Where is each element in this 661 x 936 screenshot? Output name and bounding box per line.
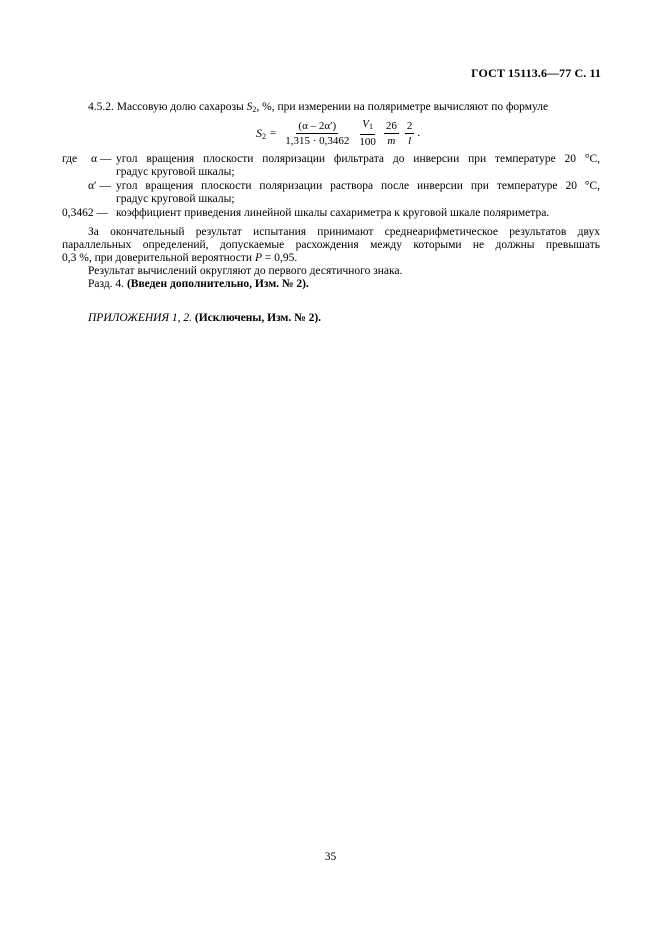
where-label: где — [62, 153, 78, 165]
rounding-note: Результат вычислений округляют до первого десятичного знака. — [88, 265, 403, 277]
fraction-volume — [357, 118, 378, 148]
formula-end: . — [417, 127, 421, 139]
var-s: S — [246, 101, 253, 113]
formula-lhs: $S_2$ — [256, 125, 266, 141]
fraction-length-den: l — [408, 134, 412, 147]
para-lead: 4.5.2. Массовую долю сахарозы — [88, 101, 247, 113]
coefficient-symbol: 0,3462 — — [62, 207, 108, 219]
coefficient-definition: коэффициент приведения линейной шкалы сахариметра к круговой шкале поляриметра. — [116, 207, 550, 219]
fraction-angles-den: 1,315 · 0,3462 — [285, 134, 350, 147]
formula — [256, 118, 420, 148]
page-number: 35 — [324, 851, 337, 863]
fraction-length-num: 2 — [406, 119, 413, 132]
alpha-prime-definition-2: градус круговой шкалы; — [116, 193, 235, 205]
formula-equals: = — [270, 127, 277, 139]
page-header: ГОСТ 15113.6—77 С. 11 — [471, 66, 601, 80]
fraction-mass-num: 26 — [385, 119, 397, 132]
fraction-mass — [384, 120, 399, 147]
fraction-volume-num: $V_1$ — [360, 118, 375, 135]
alpha-prime-definition: угол вращения плоскости поляризации раствора после инверсии при температуре 20 °С, — [116, 180, 600, 192]
final-result-line-3: 0,3 %, при доверительной вероятности P = 0,95. — [62, 252, 298, 264]
fraction-angles — [283, 120, 351, 147]
appendix-note: ПРИЛОЖЕНИЯ 1, 2. (Исключены, Изм. № 2). — [88, 312, 322, 324]
fraction-angles-num: (α – 2α′) — [298, 119, 337, 132]
var-s-sub: 2 — [252, 105, 257, 114]
alpha-symbol: α — — [91, 153, 112, 165]
para-tail: , %, при измерении на поляриметре вычисляют по формуле — [256, 101, 549, 113]
fraction-volume-den: 100 — [359, 136, 376, 148]
alpha-prime-symbol: α′ — — [88, 180, 111, 192]
section-note: Разд. 4. (Введен дополнительно, Изм. № 2). — [88, 278, 309, 290]
alpha-definition-2: градус круговой шкалы; — [116, 166, 235, 178]
fraction-mass-den: m — [387, 134, 396, 147]
paragraph-4-5-2 — [88, 101, 548, 116]
alpha-definition: угол вращения плоскости поляризации фильтрата до инверсии при температуре 20 °С, — [116, 153, 600, 165]
fraction-length — [405, 120, 415, 147]
final-result-line-2: параллельных определений, допускаемые расхождения между которыми не должны превышать — [62, 239, 600, 251]
final-result-line-1: За окончательный результат испытания принимают среднеарифметическое результатов двух — [88, 226, 600, 238]
